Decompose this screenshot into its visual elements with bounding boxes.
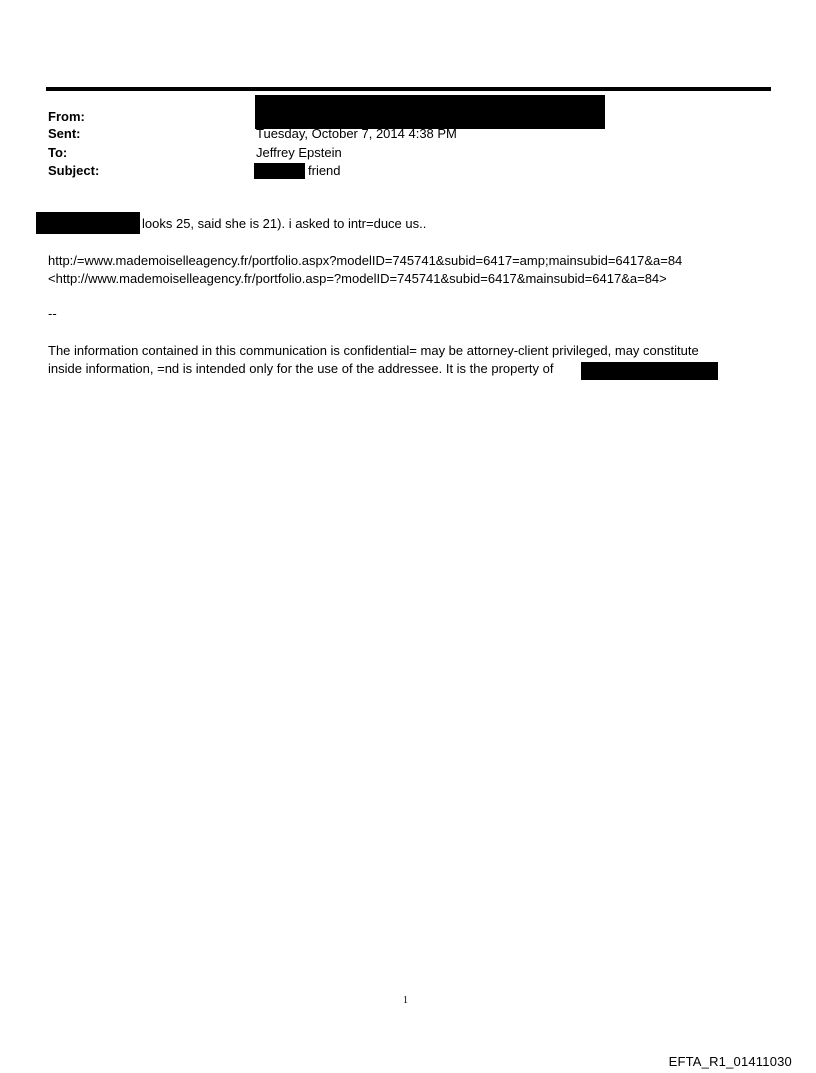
redaction-disclaimer [581, 362, 718, 380]
to-value: Jeffrey Epstein [256, 145, 342, 160]
redaction-subject [254, 163, 305, 179]
body-line-1: looks 25, said she is 21). i asked to intr=duce us.. [142, 216, 427, 231]
signature-separator: -- [48, 306, 57, 321]
sent-value: Tuesday, October 7, 2014 4:38 PM [256, 126, 457, 141]
link-line-2: <http://www.mademoiselleagency.fr/portfolio.asp=?modelID=745741&subid=6417&mainsubid=6417&a=84> [48, 271, 667, 286]
sent-label: Sent: [48, 126, 81, 141]
document-id: EFTA_R1_01411030 [668, 1054, 792, 1069]
disclaimer-line-2: inside information, =nd is intended only for the use of the addressee. It is the property of [48, 361, 554, 376]
to-label: To: [48, 145, 68, 160]
redaction-from [255, 95, 605, 129]
redaction-body-start [36, 212, 140, 234]
header-divider [46, 87, 771, 91]
disclaimer-line-1: The information contained in this communication is confidential= may be attorney-client privileged, may constitute [48, 343, 699, 358]
subject-label: Subject: [48, 163, 100, 178]
link-line-1: http:/=www.mademoiselleagency.fr/portfolio.aspx?modelID=745741&subid=6417=amp;mainsubid=6417&a=84 [48, 253, 683, 268]
from-label: From: [48, 109, 85, 124]
page-number: 1 [403, 995, 408, 1006]
subject-value: friend [308, 163, 341, 178]
